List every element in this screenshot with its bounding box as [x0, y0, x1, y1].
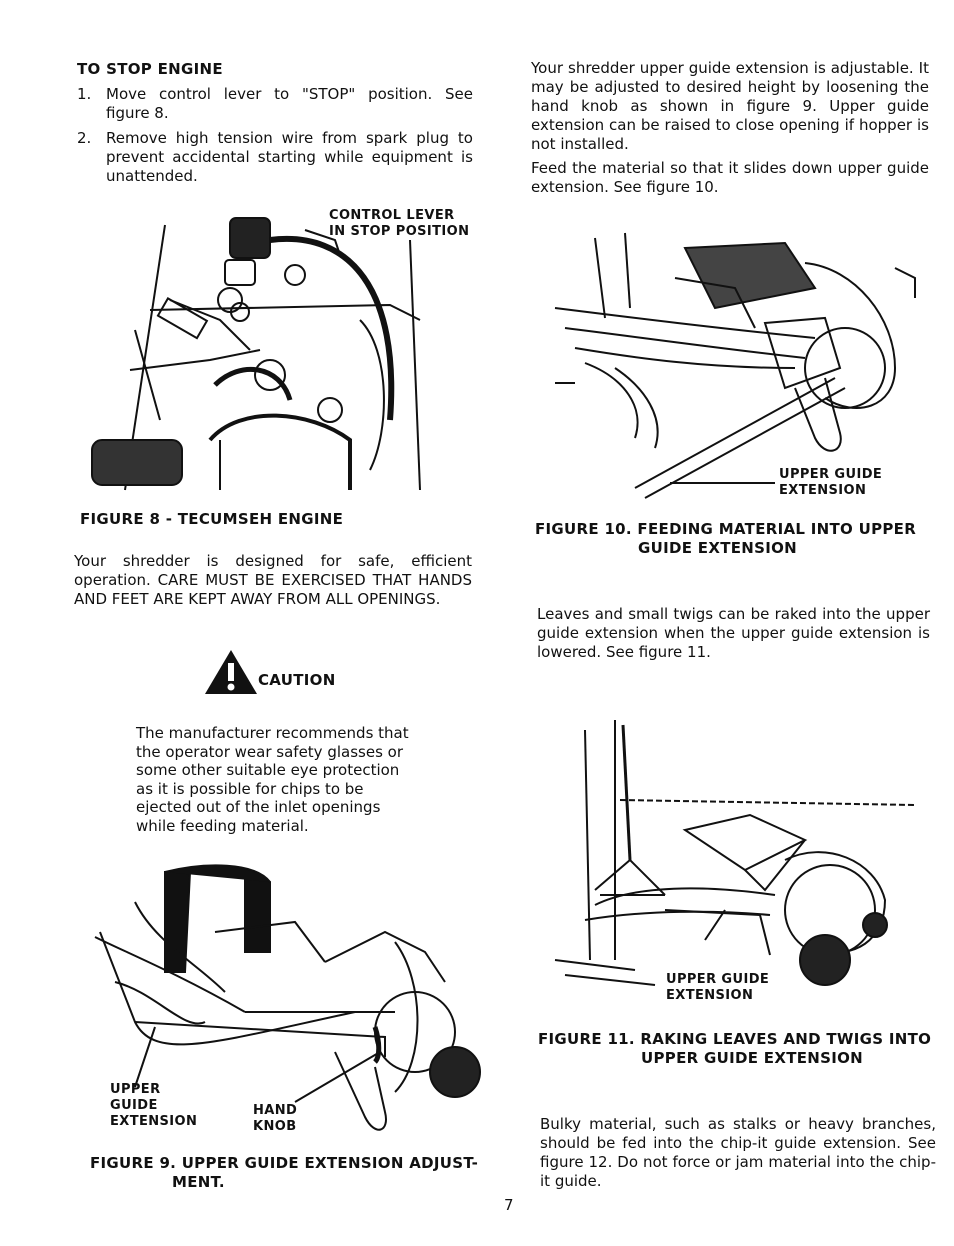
list-item: [77, 85, 473, 123]
fig10-label-line2: EXTENSION: [779, 483, 867, 498]
step-text: Move control lever to "STOP" position. See figure 8.: [106, 85, 473, 122]
fig9-label-hand: HAND: [253, 1103, 298, 1118]
fig8-label-line2: IN STOP POSITION: [329, 224, 470, 239]
warning-icon: [203, 648, 259, 696]
feed-paragraph: Feed the material so that it slides down upper guide extension. See figure 10.: [531, 159, 929, 196]
caution-title: CAUTION: [258, 671, 336, 689]
stop-engine-heading: TO STOP ENGINE: [77, 60, 223, 78]
fig9-label-knob: KNOB: [253, 1119, 297, 1134]
adjust-paragraph: Your shredder upper guide extension is adjustable. It may be adjusted to desired height by loosening the hand knob as shown in figure 9. Upper guide extension can be raised to close opening if hopper is not installed.: [531, 59, 929, 153]
fig9-label-guide: GUIDE: [110, 1098, 158, 1113]
step-text: Remove high tension wire from spark plug to prevent accidental starting while equipment is unattended.: [106, 129, 473, 185]
fig9-label-extension: EXTENSION: [110, 1114, 198, 1129]
figure-10-caption-line1: FIGURE 10. FEEDING MATERIAL INTO UPPER: [535, 520, 917, 538]
figure-10-feeding-material-illustration: [555, 228, 925, 498]
step-number: 2.: [77, 129, 92, 147]
page-number: 7: [504, 1196, 514, 1214]
fig10-label-line1: UPPER GUIDE: [779, 467, 883, 482]
figure-9-caption-line2: MENT.: [172, 1173, 225, 1191]
fig8-label-line1: CONTROL LEVER: [329, 208, 455, 223]
figure-11-raking-leaves-illustration: [555, 720, 925, 1010]
fig11-label-line1: UPPER GUIDE: [666, 972, 770, 987]
figure-11-caption-line1: FIGURE 11. RAKING LEAVES AND TWIGS INTO: [538, 1030, 932, 1048]
list-item: [77, 129, 473, 186]
figure-9-caption-line1: FIGURE 9. UPPER GUIDE EXTENSION ADJUST-: [90, 1154, 479, 1172]
figure-8-caption: FIGURE 8 - TECUMSEH ENGINE: [80, 510, 344, 528]
fig11-label-line2: EXTENSION: [666, 988, 754, 1003]
figure-11-caption-line2: UPPER GUIDE EXTENSION: [641, 1049, 864, 1067]
caution-text: The manufacturer recommends that the operator wear safety glasses or some other suitable eye protection as it is possible for chips to be ejected out of the inlet openings while feeding material.: [136, 724, 409, 835]
figure-8-engine-illustration: [90, 200, 450, 500]
fig9-label-upper: UPPER: [110, 1082, 161, 1097]
bulky-paragraph: Bulky material, such as stalks or heavy branches, should be fed into the chip-it guide extension. See figure 12. Do not force or jam material into the chip-it guide.: [540, 1115, 936, 1190]
figure-10-caption-line2: GUIDE EXTENSION: [638, 539, 798, 557]
step-number: 1.: [77, 85, 92, 103]
leaves-paragraph: Leaves and small twigs can be raked into the upper guide extension when the upper guide extension is lowered. See figure 11.: [537, 605, 930, 661]
safety-paragraph: Your shredder is designed for safe, efficient operation. CARE MUST BE EXERCISED THAT HANDS AND FEET ARE KEPT AWAY FROM ALL OPENINGS.: [74, 552, 472, 608]
